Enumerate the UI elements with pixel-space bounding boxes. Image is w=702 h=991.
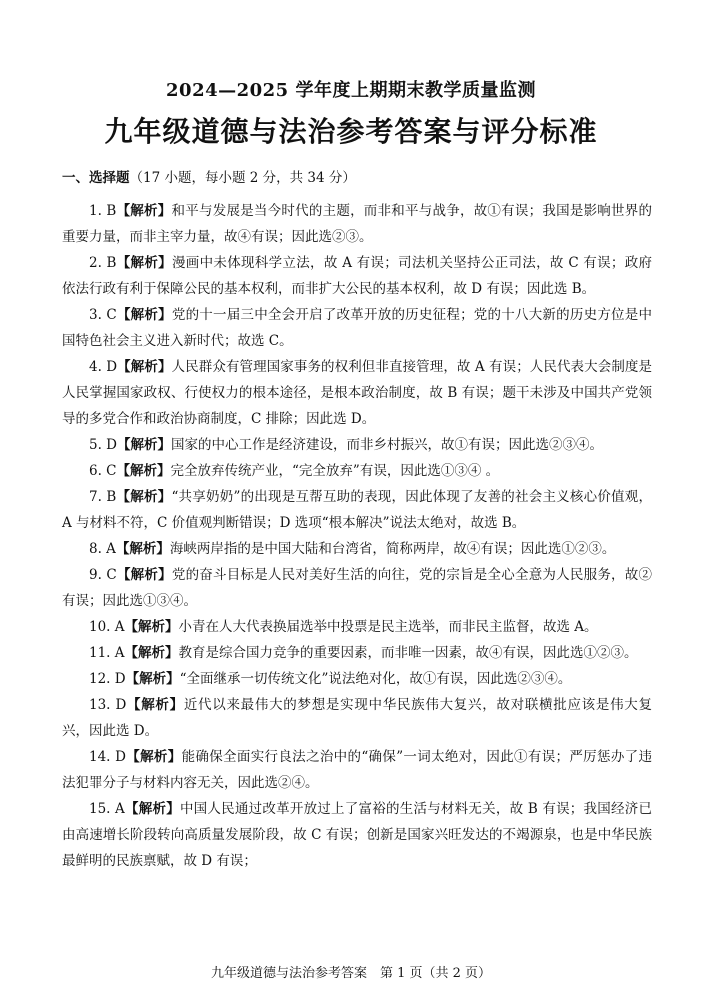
section-note: （17 小题，每小题 2 分，共 34 分） bbox=[129, 170, 356, 186]
analysis-tag: 【解析】 bbox=[117, 437, 171, 453]
analysis-text: “全面继承一切传统文化”说法绝对化，故①有误，因此选②③④。 bbox=[179, 671, 572, 687]
analysis-text: 国家的中心工作是经济建设，而非乡村振兴，故①有误；因此选②③④。 bbox=[171, 437, 603, 453]
analysis-text: 能确保全面实行良法之治中的“确保”一词太绝对，因此①有误；严厉惩办了违法犯罪分子与材料内容无关，因此选②④。 bbox=[62, 749, 652, 791]
analysis-tag: 【解析】 bbox=[116, 255, 172, 271]
answer-item bbox=[62, 614, 652, 640]
answer-item bbox=[62, 458, 652, 484]
exam-title: 2024—2025 学年度上期期末教学质量监测 bbox=[166, 80, 536, 101]
analysis-text: 党的十一届三中全会开启了改革开放的历史征程；党的十八大新的历史方位是中国特色社会主义进入新时代；故选 C。 bbox=[62, 307, 652, 349]
answer-list bbox=[62, 198, 652, 874]
analysis-tag: 【解析】 bbox=[125, 749, 182, 765]
answer-item bbox=[62, 562, 652, 614]
answer-number: 2. B bbox=[89, 255, 117, 271]
analysis-text: “共享奶奶”的出现是互帮互助的表现，因此体现了友善的社会主义核心价值观，A 与材料不符，C 价值观判断错误；D 选项“根本解决”说法太绝对，故选 B。 bbox=[62, 489, 653, 531]
answer-number: 1. B bbox=[89, 203, 117, 219]
analysis-tag: 【解析】 bbox=[116, 463, 171, 479]
answer-item bbox=[62, 796, 652, 874]
analysis-text: 中国人民通过改革开放过上了富裕的生活与材料无关，故 B 有误；我国经济已由高速增长阶段转向高质量发展阶段，故 C 有误；创新是国家兴旺发达的不竭源泉，也是中华民族最鲜明的民族禀赋，故 D 有误； bbox=[62, 801, 652, 869]
analysis-text: 人民群众有管理国家事务的权利但非直接管理，故 A 有误；人民代表大会制度是人民掌握国家政权、行使权力的根本途径，是根本政治制度，故 B 有误；题干未涉及中国共产党领导的多党合作和政治协商制度，C 排除；因此选 D。 bbox=[62, 359, 652, 427]
analysis-text: 小青在人大代表换届选举中投票是民主选举，而非民主监督，故选 A。 bbox=[178, 619, 598, 635]
answer-number: 4. D bbox=[89, 359, 118, 375]
analysis-tag: 【解析】 bbox=[116, 489, 172, 505]
analysis-tag: 【解析】 bbox=[124, 619, 179, 635]
answer-content bbox=[62, 168, 652, 874]
analysis-tag: 【解析】 bbox=[116, 567, 172, 583]
answer-number: 14. D bbox=[89, 749, 126, 765]
answer-number: 8. A bbox=[89, 541, 116, 557]
analysis-text: 党的奋斗目标是人民对美好生活的向往，党的宗旨是全心全意为人民服务，故②有误；因此选①③④。 bbox=[62, 567, 652, 609]
answer-number: 15. A bbox=[89, 801, 125, 817]
analysis-text: 和平与发展是当今时代的主题，而非和平与战争，故①有误；我国是影响世界的重要力量，而非主宰力量，故④有误；因此选②③。 bbox=[62, 203, 653, 245]
answer-number: 3. C bbox=[89, 307, 117, 323]
answer-item bbox=[62, 302, 652, 354]
document-title: 九年级道德与法治参考答案与评分标准 bbox=[104, 115, 598, 148]
answer-item bbox=[62, 640, 652, 666]
answer-item bbox=[62, 744, 652, 796]
analysis-tag: 【解析】 bbox=[116, 307, 172, 323]
analysis-tag: 【解析】 bbox=[115, 541, 170, 557]
page-footer: 九年级道德与法治参考答案 第 1 页（共 2 页） bbox=[210, 966, 492, 981]
analysis-tag: 【解析】 bbox=[126, 697, 184, 713]
answer-number: 9. C bbox=[89, 567, 117, 583]
analysis-tag: 【解析】 bbox=[125, 671, 180, 687]
analysis-text: 完全放弃传统产业，“完全放弃”有误，因此选①③④ 。 bbox=[170, 463, 500, 479]
answer-number: 7. B bbox=[89, 489, 117, 505]
answer-item bbox=[62, 432, 652, 458]
answer-number: 13. D bbox=[89, 697, 127, 713]
analysis-tag: 【解析】 bbox=[124, 801, 180, 817]
answer-item bbox=[62, 692, 652, 744]
section-heading bbox=[62, 168, 652, 188]
analysis-tag: 【解析】 bbox=[116, 203, 172, 219]
analysis-tag: 【解析】 bbox=[117, 359, 172, 375]
analysis-tag: 【解析】 bbox=[124, 645, 179, 661]
answer-number: 12. D bbox=[89, 671, 126, 687]
answer-item bbox=[62, 484, 652, 536]
answer-number: 6. C bbox=[89, 463, 117, 479]
answer-item bbox=[62, 198, 652, 250]
analysis-text: 海峡两岸指的是中国大陆和台湾省，简称两岸，故④有误；因此选①②③。 bbox=[169, 541, 616, 557]
section-title: 一、选择题 bbox=[62, 170, 130, 186]
analysis-text: 教育是综合国力竞争的重要因素，而非唯一因素，故④有误，因此选①②③。 bbox=[178, 645, 638, 661]
analysis-text: 近代以来最伟大的梦想是实现中华民族伟大复兴，故对联横批应该是伟大复兴，因此选 D。 bbox=[62, 697, 653, 739]
answer-number: 5. D bbox=[89, 437, 117, 453]
answer-item bbox=[62, 354, 652, 432]
answer-number: 10. A bbox=[89, 619, 125, 635]
analysis-text: 漫画中未体现科学立法，故 A 有误；司法机关坚持公正司法，故 C 有误；政府依法行政有利于保障公民的基本权利，而非扩大公民的基本权利，故 D 有误；因此选 B。 bbox=[62, 255, 652, 297]
answer-number: 11. A bbox=[89, 645, 125, 661]
answer-item bbox=[62, 250, 652, 302]
answer-item bbox=[62, 666, 652, 692]
answer-item bbox=[62, 536, 652, 562]
